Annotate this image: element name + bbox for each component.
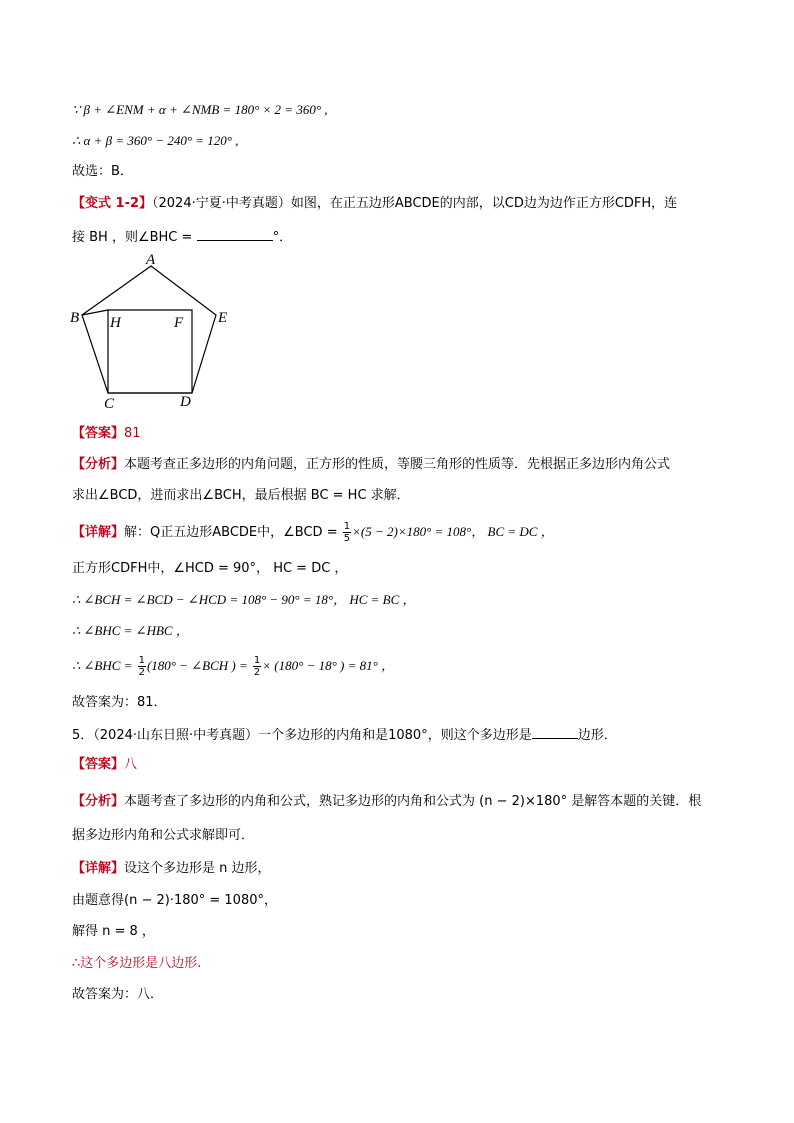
label-C: C <box>104 396 115 412</box>
analysis-1-cont: 求出∠BCD，进而求出∠BCH，最后根据 BC = HC 求解． <box>72 488 410 503</box>
variant-1-2-question: 接 BH ，则∠BHC = °． <box>72 226 292 248</box>
detail-1-line-4: ∴ ∠BHC = ∠HBC ， <box>72 623 189 638</box>
line-given: ∵ β + ∠ENM + α + ∠NMB = 180° × 2 = 360° , <box>72 102 328 117</box>
detail-2-line-3: 解得 n = 8 ， <box>72 924 155 939</box>
detail-2-line-2: 由题意得(n − 2)·180° = 1080°， <box>72 893 277 908</box>
variant-text: （2024·宁夏·中考真题）如图，在正五边形ABCDE的内部，以CD边为边作正方形CDFH，连 <box>152 196 678 211</box>
line-choose: 故选：B． <box>72 164 133 179</box>
answer-blank-5 <box>532 724 578 739</box>
label-D: D <box>180 394 191 410</box>
label-H: H <box>110 315 121 331</box>
label-A: A <box>146 252 156 268</box>
pentagon-ABCDE <box>82 266 216 393</box>
label-B: B <box>70 310 80 326</box>
detail-1-line-2: 正方形CDFH中，∠HCD = 90°， HC = DC ， <box>72 561 348 576</box>
analysis-2-cont: 据多边形内角和公式求解即可． <box>72 828 255 843</box>
detail-1-answer: 故答案为：81． <box>72 695 167 710</box>
answer-1: 【答案】81 <box>72 426 141 441</box>
label-E: E <box>218 310 228 326</box>
label-F: F <box>174 315 184 331</box>
analysis-1: 【分析】本题考查正多边形的内角问题，正方形的性质，等腰三角形的性质等．先根据正多边形内角公式 <box>72 457 671 472</box>
detail-2-answer: 故答案为：八． <box>72 987 164 1002</box>
detail-2-conclusion: ∴这个多边形是八边形. <box>72 956 202 971</box>
answer-2: 【答案】八 <box>72 757 138 772</box>
variant-tag: 【变式 1-2】 <box>72 196 153 211</box>
line-therefore: ∴ α + β = 360° − 240° = 120° , <box>72 133 239 148</box>
detail-1: 【详解】解：Q正五边形ABCDE中，∠BCD = $\frac{1}{5}$ ×(5 − 2)×180° = 108°， BC = DC ， <box>72 521 554 544</box>
fraction-one-fifth: $\frac{1}{5}$ <box>343 521 351 544</box>
detail-1-line-3: ∴ ∠BCH = ∠BCD − ∠HCD = 108° − 90° = 18°， HC = BC ， <box>72 592 416 607</box>
detail-1-line-5: ∴ ∠BHC = $\frac{1}{2}$ (180° − ∠BCH ) = $\frac{1}{2}$ × (180° − 18° ) = 81° ， <box>72 655 395 678</box>
detail-2: 【详解】设这个多边形是 n 边形， <box>72 861 271 876</box>
question-5: 5．（2024·山东日照·中考真题）一个多边形的内角和是1080°，则这个多边形是 边形． <box>72 724 617 746</box>
analysis-2: 【分析】本题考查了多边形的内角和公式，熟记多边形的内角和公式为 (n − 2)×180° 是解答本题的关键．根 <box>72 794 702 809</box>
answer-blank <box>197 226 273 241</box>
pentagon-square-figure <box>66 252 246 412</box>
variant-1-2-header <box>72 194 677 214</box>
